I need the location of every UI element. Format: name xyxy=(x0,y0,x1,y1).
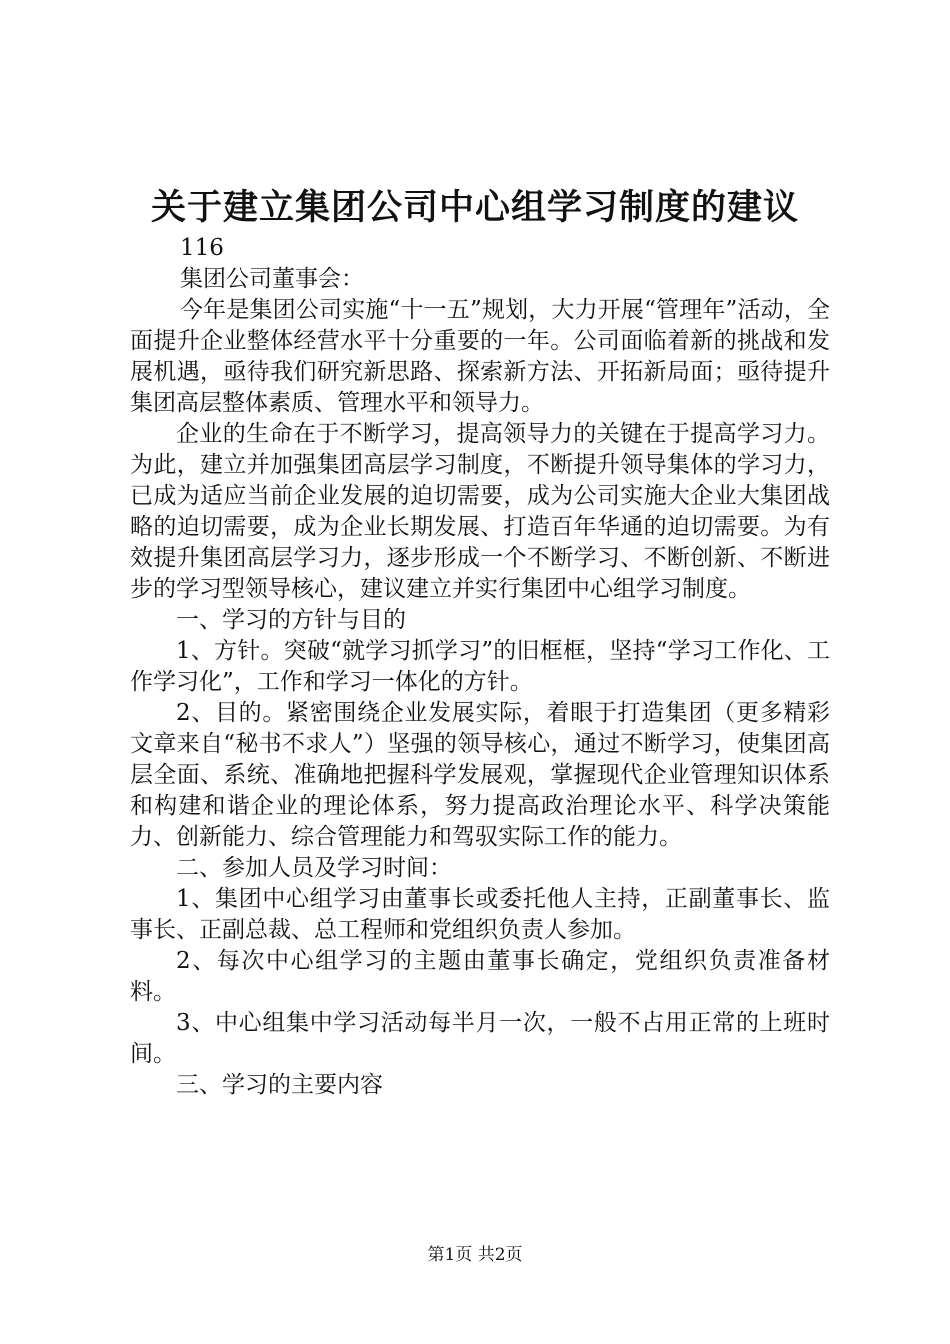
salutation: 集团公司董事会： xyxy=(180,266,364,292)
paragraph-topic: 2、每次中心组学习的主题由董事长确定，党组织负责准备材料。 xyxy=(130,948,830,1005)
paragraph-schedule: 3、中心组集中学习活动每半月一次，一般不占用正常的上班时间。 xyxy=(130,1010,830,1067)
paragraph-learning: 企业的生命在于不断学习，提高领导力的关键在于提高学习力。为此，建立并加强集团高层学习制度，不断提升领导集体的学习力，已成为适应当前企业发展的迫切需要，成为公司实施大企业大集团战略的迫切需要，成为企业长期发展、打造百年华通的迫切需要。为有效提升集团高层学习力，逐步形成一个不断学习、不断创新、不断进步的学习型领导核心，建议建立并实行集团中心组学习制度。 xyxy=(130,421,830,602)
paragraph-policy: 1、方针。突破“就学习抓学习”的旧框框，坚持“学习工作化、工作学习化”，工作和学习一体化的方针。 xyxy=(130,638,830,695)
paragraph-participants: 1、集团中心组学习由董事长或委托他人主持，正副董事长、监事长、正副总裁、总工程师和党组织负责人参加。 xyxy=(130,886,830,943)
document-body xyxy=(130,233,830,1101)
section-heading-1: 一、学习的方针与目的 xyxy=(176,607,406,633)
paragraph-purpose: 2、目的。紧密围绕企业发展实际，着眼于打造集团（更多精彩文章来自“秘书不求人”）坚强的领导核心，通过不断学习，使集团高层全面、系统、准确地把握科学发展观，掌握现代企业管理知识体系和构建和谐企业的理论体系，努力提高政治理论水平、科学决策能力、创新能力、综合管理能力和驾驭实际工作的能力。 xyxy=(130,700,830,850)
section-heading-2: 二、参加人员及学习时间： xyxy=(176,855,452,881)
document-number: 116 xyxy=(180,235,224,261)
document-title: 关于建立集团公司中心组学习制度的建议 xyxy=(150,188,799,228)
paragraph-intro: 今年是集团公司实施“十一五”规划，大力开展“管理年”活动，全面提升企业整体经营水平十分重要的一年。公司面临着新的挑战和发展机遇，亟待我们研究新思路、探索新方法、开拓新局面；亟待提升集团高层整体素质、管理水平和领导力。 xyxy=(130,297,830,416)
section-heading-3: 三、学习的主要内容 xyxy=(176,1072,383,1098)
page-footer: 第1页 共2页 xyxy=(427,1245,523,1265)
